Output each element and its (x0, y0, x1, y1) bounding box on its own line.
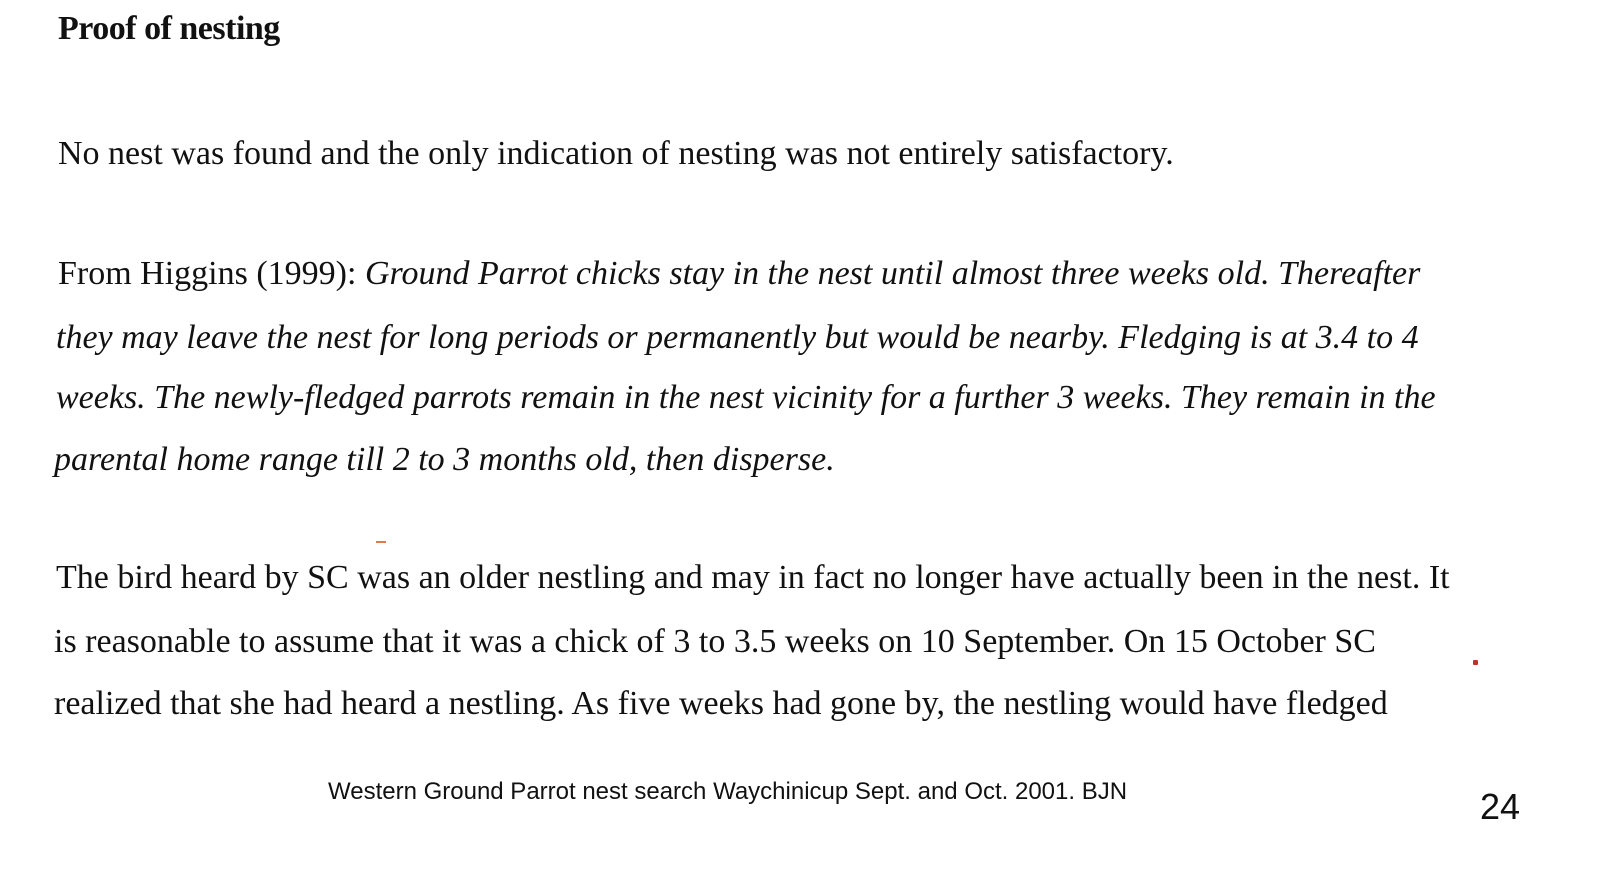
paragraph-no-nest: No nest was found and the only indication of nesting was not entirely satisfactory. (58, 135, 1174, 172)
scan-mark (376, 541, 386, 543)
higgins-citation: From Higgins (1999): (58, 255, 365, 292)
paragraph-bird-heard-line-2: is reasonable to assume that it was a chick of 3 to 3.5 weeks on 10 September. On 15 October SC (54, 623, 1376, 660)
scan-mark (1473, 660, 1478, 665)
higgins-quote-line-4: parental home range till 2 to 3 months old, then disperse. (54, 441, 835, 478)
higgins-quote-line-1 (58, 254, 1420, 294)
paragraph-bird-heard-line-1: The bird heard by SC was an older nestling and may in fact no longer have actually been in the nest. It (56, 559, 1450, 596)
page-footer: Western Ground Parrot nest search Waychinicup Sept. and Oct. 2001. BJN (328, 778, 1128, 805)
higgins-quote-text: Ground Parrot chicks stay in the nest until almost three weeks old. Thereafter (364, 255, 1421, 292)
paragraph-bird-heard-line-3: realized that she had heard a nestling. As five weeks had gone by, the nestling would have fledged (54, 685, 1388, 722)
page-number: 24 (1480, 786, 1521, 827)
higgins-quote-line-2: they may leave the nest for long periods or permanently but would be nearby. Fledging is at 3.4 to 4 (56, 319, 1419, 356)
higgins-quote-line-3: weeks. The newly-fledged parrots remain in the nest vicinity for a further 3 weeks. They remain in the (56, 379, 1436, 416)
section-heading: Proof of nesting (58, 10, 280, 47)
